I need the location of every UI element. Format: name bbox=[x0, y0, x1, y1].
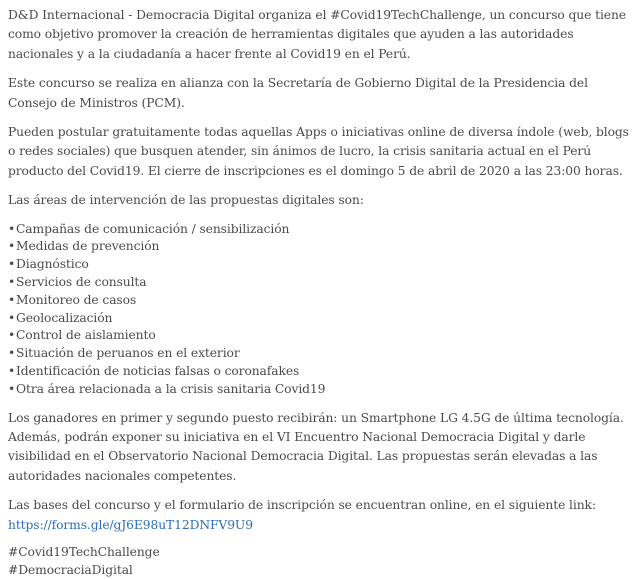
list-item-text: Geolocalización bbox=[16, 310, 113, 325]
list-item bbox=[8, 292, 636, 310]
list-item-text: Medidas de prevención bbox=[16, 239, 160, 254]
list-item bbox=[8, 345, 636, 363]
bases-intro-text: Las bases del concurso y el formulario de inscripción se encuentran online, en el siguiente link: bbox=[8, 498, 596, 513]
bullet-icon: • bbox=[8, 364, 16, 379]
list-item bbox=[8, 310, 636, 328]
list-item bbox=[8, 274, 636, 292]
hashtags bbox=[8, 543, 636, 579]
alliance-paragraph: Este concurso se realiza en alianza con la Secretaría de Gobierno Digital de la Presidencia del Consejo de Ministros (PCM). bbox=[8, 76, 588, 110]
bullet-icon: • bbox=[8, 275, 16, 290]
list-item bbox=[8, 221, 636, 239]
list-item bbox=[8, 238, 636, 256]
areas-heading: Las áreas de intervención de las propuestas digitales son: bbox=[8, 193, 364, 208]
list-item-text: Situación de peruanos en el exterior bbox=[16, 346, 240, 361]
bullet-icon: • bbox=[8, 239, 16, 254]
list-item bbox=[8, 256, 636, 274]
list-item bbox=[8, 381, 636, 399]
bullet-icon: • bbox=[8, 292, 16, 307]
areas-list bbox=[8, 221, 636, 399]
list-item-text: Monitoreo de casos bbox=[16, 292, 137, 307]
bullet-icon: • bbox=[8, 257, 16, 272]
hashtag: #Covid19TechChallenge bbox=[8, 545, 160, 560]
list-item-text: Servicios de consulta bbox=[16, 275, 147, 290]
bullet-icon: • bbox=[8, 328, 16, 343]
list-item bbox=[8, 327, 636, 345]
list-item-text: Control de aislamiento bbox=[16, 328, 156, 343]
intro-paragraph: D&D Internacional - Democracia Digital organiza el #Covid19TechChallenge, un concurso que tiene como objetivo promover la creación de herramientas digitales que ayuden a las autoridades nacionales y a la ciudadanía a hacer frente al Covid19 en el Perú. bbox=[8, 8, 626, 61]
bullet-icon: • bbox=[8, 221, 16, 236]
list-item-text: Identificación de noticias falsas o coronafakes bbox=[16, 364, 300, 379]
list-item-text: Diagnóstico bbox=[16, 257, 89, 272]
bullet-icon: • bbox=[8, 346, 16, 361]
bullet-icon: • bbox=[8, 310, 16, 325]
form-link[interactable]: https://forms.gle/gJ6E98uT12DNFV9U9 bbox=[8, 517, 253, 532]
list-item bbox=[8, 363, 636, 381]
eligibility-paragraph: Pueden postular gratuitamente todas aquellas Apps o iniciativas online de diversa índole (web, blogs o redes sociales) que busquen atender, sin ánimos de lucro, la crisis sanitaria actual en el Perú producto del Covid19. El cierre de inscripciones es el domingo 5 de abril de 2020 a las 23:00 horas. bbox=[8, 125, 629, 178]
bullet-icon: • bbox=[8, 381, 16, 396]
list-item-text: Otra área relacionada a la crisis sanitaria Covid19 bbox=[16, 381, 326, 396]
list-item-text: Campañas de comunicación / sensibilización bbox=[16, 221, 290, 236]
hashtag: #DemocraciaDigital bbox=[8, 563, 133, 578]
bases-paragraph bbox=[8, 496, 636, 535]
prizes-paragraph: Los ganadores en primer y segundo puesto recibirán: un Smartphone LG 4.5G de última tecnología. Además, podrán exponer su iniciativa en el VI Encuentro Nacional Democracia Digital y darle visibilidad en el Observatorio Nacional Democracia Digital. Las propuestas serán elevadas a las autoridades nacionales competentes. bbox=[8, 410, 624, 483]
